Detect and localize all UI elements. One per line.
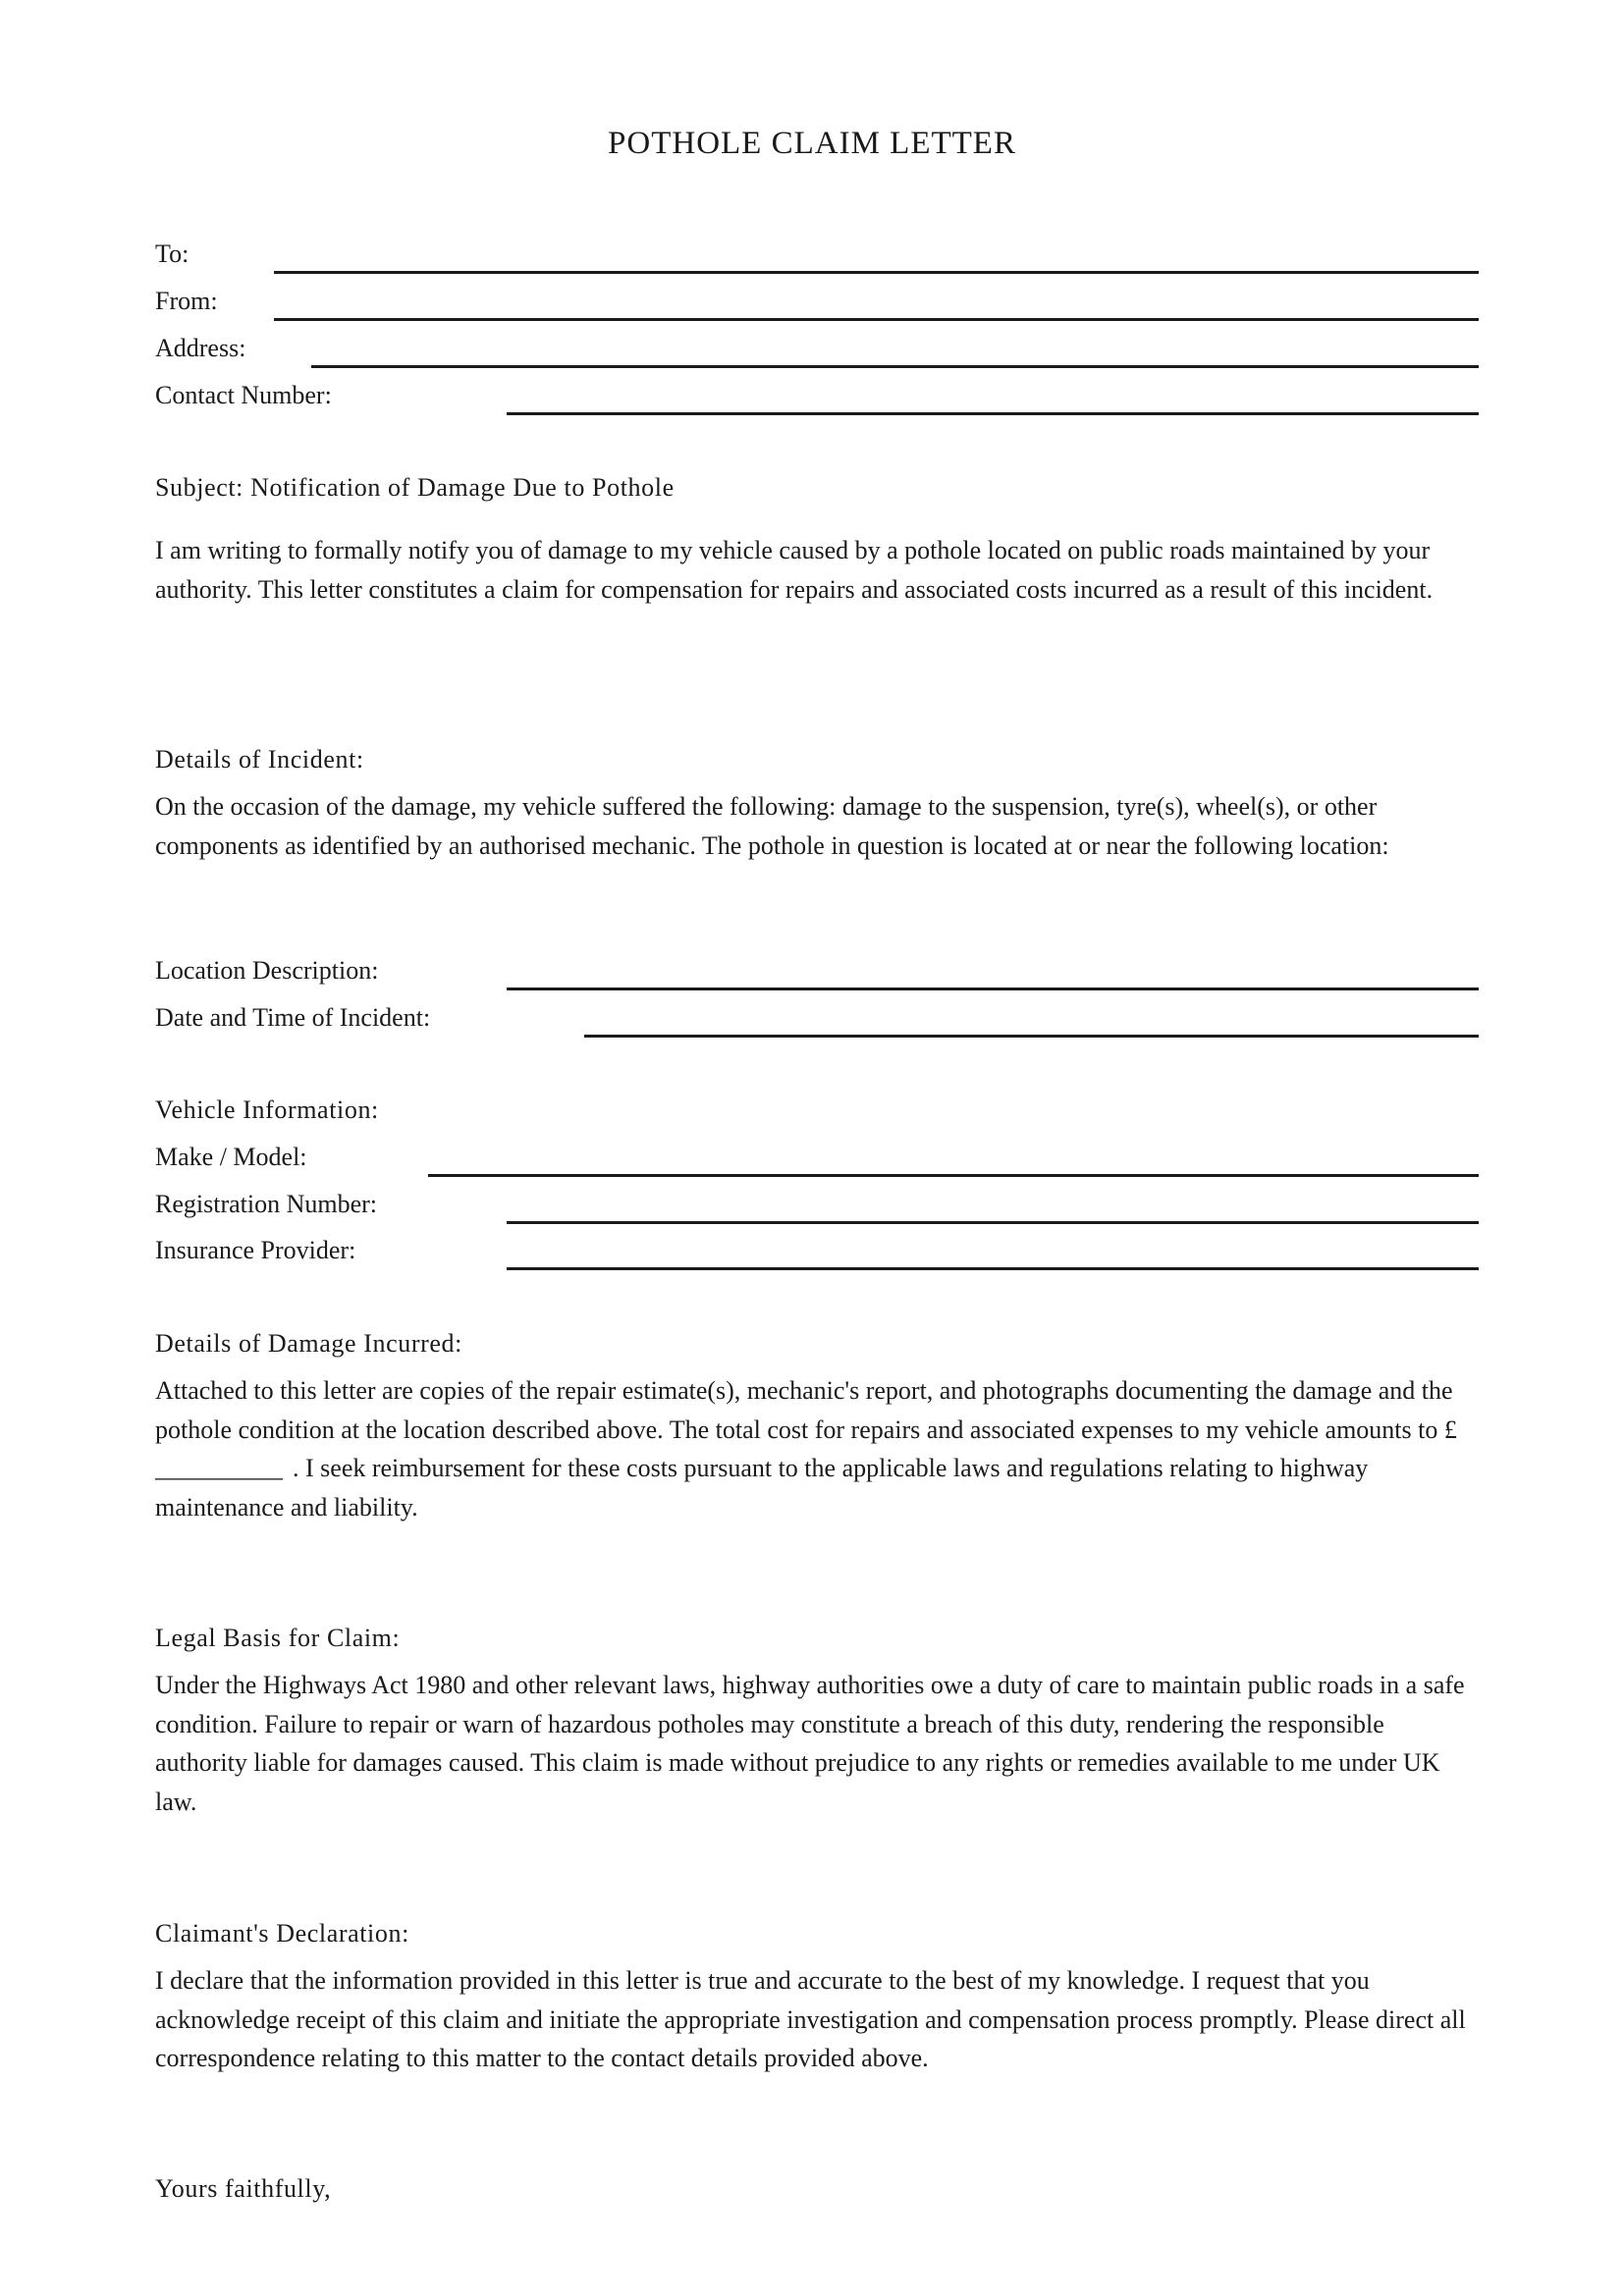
address-label: Address:	[155, 334, 246, 362]
damage-paragraph	[155, 1371, 1481, 1526]
to-input[interactable]	[274, 271, 1479, 274]
registration-number-field	[155, 1187, 1479, 1226]
location-description-input[interactable]	[507, 988, 1479, 990]
declaration-paragraph: I declare that the information provided in this letter is true and accurate to the best of my knowledge. I request that you acknowledge receipt of this claim and initiate the appropriate investigation and compensation process promptly. Please direct all correspondence relating to this matter to the contact details provided above.	[155, 1966, 1466, 2072]
closing-text: Yours faithfully,	[155, 2174, 332, 2203]
location-description-label: Location Description:	[155, 956, 379, 985]
to-field	[155, 237, 1479, 276]
damage-text-after: . I seek reimbursement for these costs pursuant to the applicable laws and regulations relating to highway maintenance and liability.	[155, 1454, 1369, 1522]
address-input[interactable]	[311, 365, 1479, 368]
damage-heading: Details of Damage Incurred:	[155, 1329, 462, 1358]
address-field	[155, 331, 1479, 370]
insurance-provider-label: Insurance Provider:	[155, 1236, 356, 1264]
incident-heading: Details of Incident:	[155, 745, 364, 774]
make-model-label: Make / Model:	[155, 1143, 307, 1171]
to-label: To:	[155, 240, 189, 268]
subject-line: Subject: Notification of Damage Due to Pothole	[155, 473, 675, 502]
declaration-heading: Claimant's Declaration:	[155, 1919, 409, 1948]
vehicle-heading: Vehicle Information:	[155, 1095, 379, 1124]
from-input[interactable]	[274, 318, 1479, 321]
insurance-provider-field	[155, 1233, 1479, 1272]
date-time-input[interactable]	[584, 1035, 1479, 1038]
legal-paragraph: Under the Highways Act 1980 and other relevant laws, highway authorities owe a duty of care to maintain public roads in a safe condition. Failure to repair or warn of hazardous potholes may constitute a breach of this duty, rendering the responsible authority liable for damages caused. This claim is made without prejudice to any rights or remedies available to me under UK law.	[155, 1671, 1465, 1816]
registration-number-input[interactable]	[507, 1221, 1479, 1224]
insurance-provider-input[interactable]	[507, 1267, 1479, 1270]
contact-number-input[interactable]	[507, 412, 1479, 415]
legal-heading: Legal Basis for Claim:	[155, 1624, 401, 1652]
location-description-field	[155, 953, 1479, 992]
date-time-label: Date and Time of Incident:	[155, 1003, 431, 1032]
incident-paragraph: On the occasion of the damage, my vehicle suffered the following: damage to the suspension, tyre(s), wheel(s), or other components as identified by an authorised mechanic. The pothole in question is located at or near the following location:	[155, 792, 1389, 860]
make-model-field	[155, 1140, 1479, 1179]
contact-number-label: Contact Number:	[155, 381, 332, 409]
document-title: POTHOLE CLAIM LETTER	[608, 126, 1016, 161]
from-field	[155, 284, 1479, 323]
amount-blank[interactable]: __________	[155, 1454, 283, 1482]
intro-paragraph: I am writing to formally notify you of damage to my vehicle caused by a pothole located on public roads maintained by your authority. This letter constitutes a claim for compensation for repairs and associated costs incurred as a result of this incident.	[155, 536, 1434, 604]
contact-number-field	[155, 378, 1479, 417]
make-model-input[interactable]	[428, 1174, 1479, 1177]
from-label: From:	[155, 287, 218, 315]
damage-text-before: Attached to this letter are copies of the repair estimate(s), mechanic's report, and photographs documenting the damage and the pothole condition at the location described above. The total cost for repairs and associated expenses to my vehicle amounts to £	[155, 1376, 1457, 1444]
date-time-field	[155, 1000, 1479, 1040]
registration-number-label: Registration Number:	[155, 1190, 378, 1218]
